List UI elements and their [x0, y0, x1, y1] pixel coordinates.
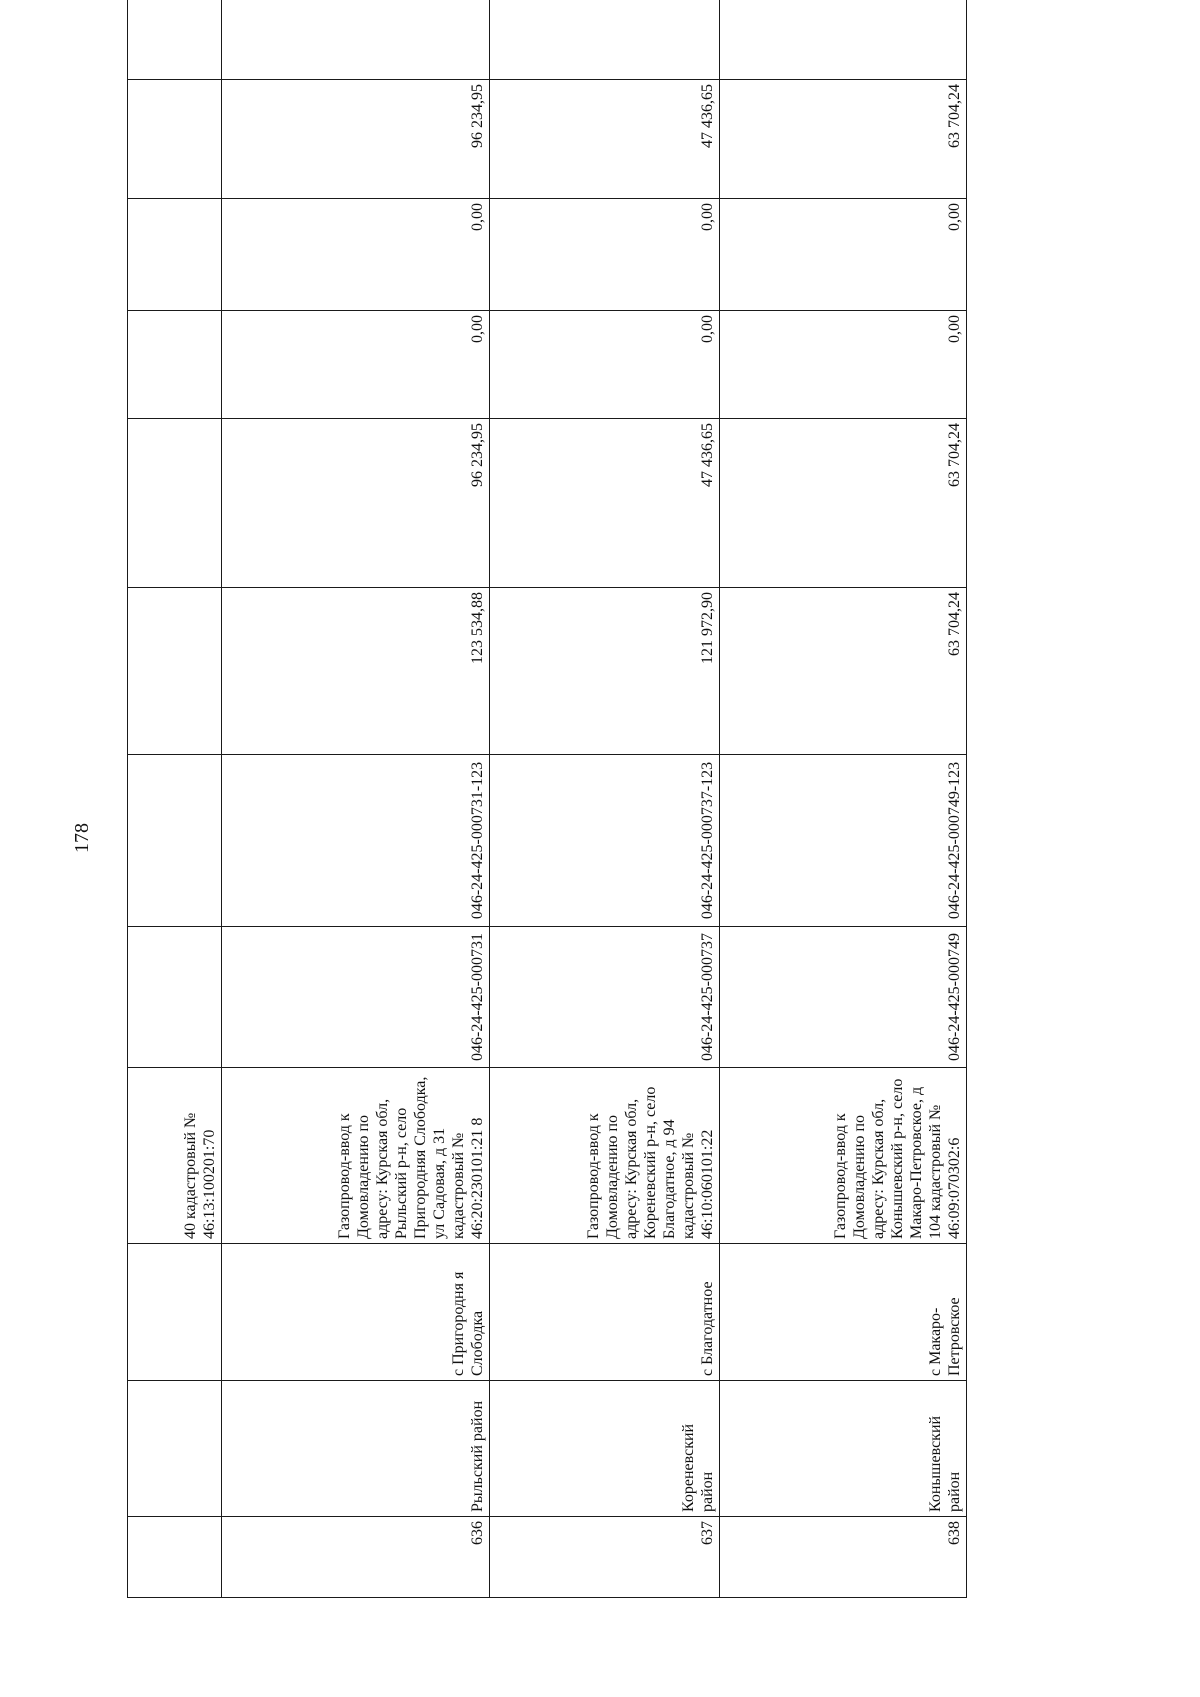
- cell-district: Конышевский район: [720, 1381, 967, 1517]
- cell-value-6: [128, 0, 222, 80]
- cell-description: Газопровод-ввод к Домовладению по адресу: Курская обл, Рыльский р-н, село Пригородняя Слободка, ул Садовая, д 31 кадастровый № 46:20:230101:21 8: [222, 1068, 490, 1244]
- cell-code: 046-24-425-000749: [720, 927, 967, 1068]
- cell-value-4: 0,00: [490, 199, 720, 311]
- cell-value-5: [128, 80, 222, 199]
- cell-settlement: с Благодатное: [490, 1244, 720, 1381]
- cell-code: 046-24-425-000737: [490, 927, 720, 1068]
- cell-description: Газопровод-ввод к Домовладению по адресу: Курская обл, Кореневский р-н, село Благодатное, д 94 кадастровый № 46:10:060101:22: [490, 1068, 720, 1244]
- cell-value-4: 0,00: [720, 199, 967, 311]
- cell-description: Газопровод-ввод к Домовладению по адресу: Курская обл, Конышевский р-н, село Макаро-Петровское, д 104 кадастровый № 46:09:070302:6: [720, 1068, 967, 1244]
- cell-code-full: [128, 755, 222, 927]
- table-row: [490, 0, 720, 1598]
- rotated-table-frame: [127, 84, 1200, 1545]
- table-row: [720, 0, 967, 1598]
- page-number: 178: [70, 823, 93, 853]
- cell-district: Рыльский район: [222, 1381, 490, 1517]
- cell-value-3: 0,00: [222, 311, 490, 419]
- cell-index: 637: [490, 1517, 720, 1598]
- cell-description: 40 кадастровый № 46:13:100201:70: [128, 1068, 222, 1244]
- cell-settlement: с Пригородня я Слободка: [222, 1244, 490, 1381]
- cell-value-6: [490, 0, 720, 80]
- cell-value-4: 0,00: [222, 199, 490, 311]
- registry-table: [127, 0, 967, 1598]
- cell-value-4: [128, 199, 222, 311]
- cell-value-3: [128, 311, 222, 419]
- cell-code-full: 046-24-425-000749-123: [720, 755, 967, 927]
- cell-value-1: 121 972,90: [490, 588, 720, 755]
- cell-value-1: [128, 588, 222, 755]
- cell-settlement: [128, 1244, 222, 1381]
- cell-code-full: 046-24-425-000737-123: [490, 755, 720, 927]
- table-row-continuation: [128, 0, 222, 1598]
- cell-value-5: 47 436,65: [490, 80, 720, 199]
- cell-value-6: [720, 0, 967, 80]
- cell-code: 046-24-425-000731: [222, 927, 490, 1068]
- cell-district: [128, 1381, 222, 1517]
- cell-value-5: 63 704,24: [720, 80, 967, 199]
- cell-code-full: 046-24-425-000731-123: [222, 755, 490, 927]
- cell-value-1: 123 534,88: [222, 588, 490, 755]
- cell-district: Кореневский район: [490, 1381, 720, 1517]
- cell-code: [128, 927, 222, 1068]
- cell-value-3: 0,00: [490, 311, 720, 419]
- table-rotation-wrapper: [127, 84, 966, 1598]
- cell-value-2: [128, 419, 222, 588]
- cell-value-1: 63 704,24: [720, 588, 967, 755]
- cell-index: 636: [222, 1517, 490, 1598]
- cell-index: [128, 1517, 222, 1598]
- cell-value-6: [222, 0, 490, 80]
- cell-index: 638: [720, 1517, 967, 1598]
- cell-value-2: 63 704,24: [720, 419, 967, 588]
- cell-value-2: 47 436,65: [490, 419, 720, 588]
- cell-value-5: 96 234,95: [222, 80, 490, 199]
- table-row: [222, 0, 490, 1598]
- cell-value-2: 96 234,95: [222, 419, 490, 588]
- cell-value-3: 0,00: [720, 311, 967, 419]
- cell-settlement: с Макаро-Петровское: [720, 1244, 967, 1381]
